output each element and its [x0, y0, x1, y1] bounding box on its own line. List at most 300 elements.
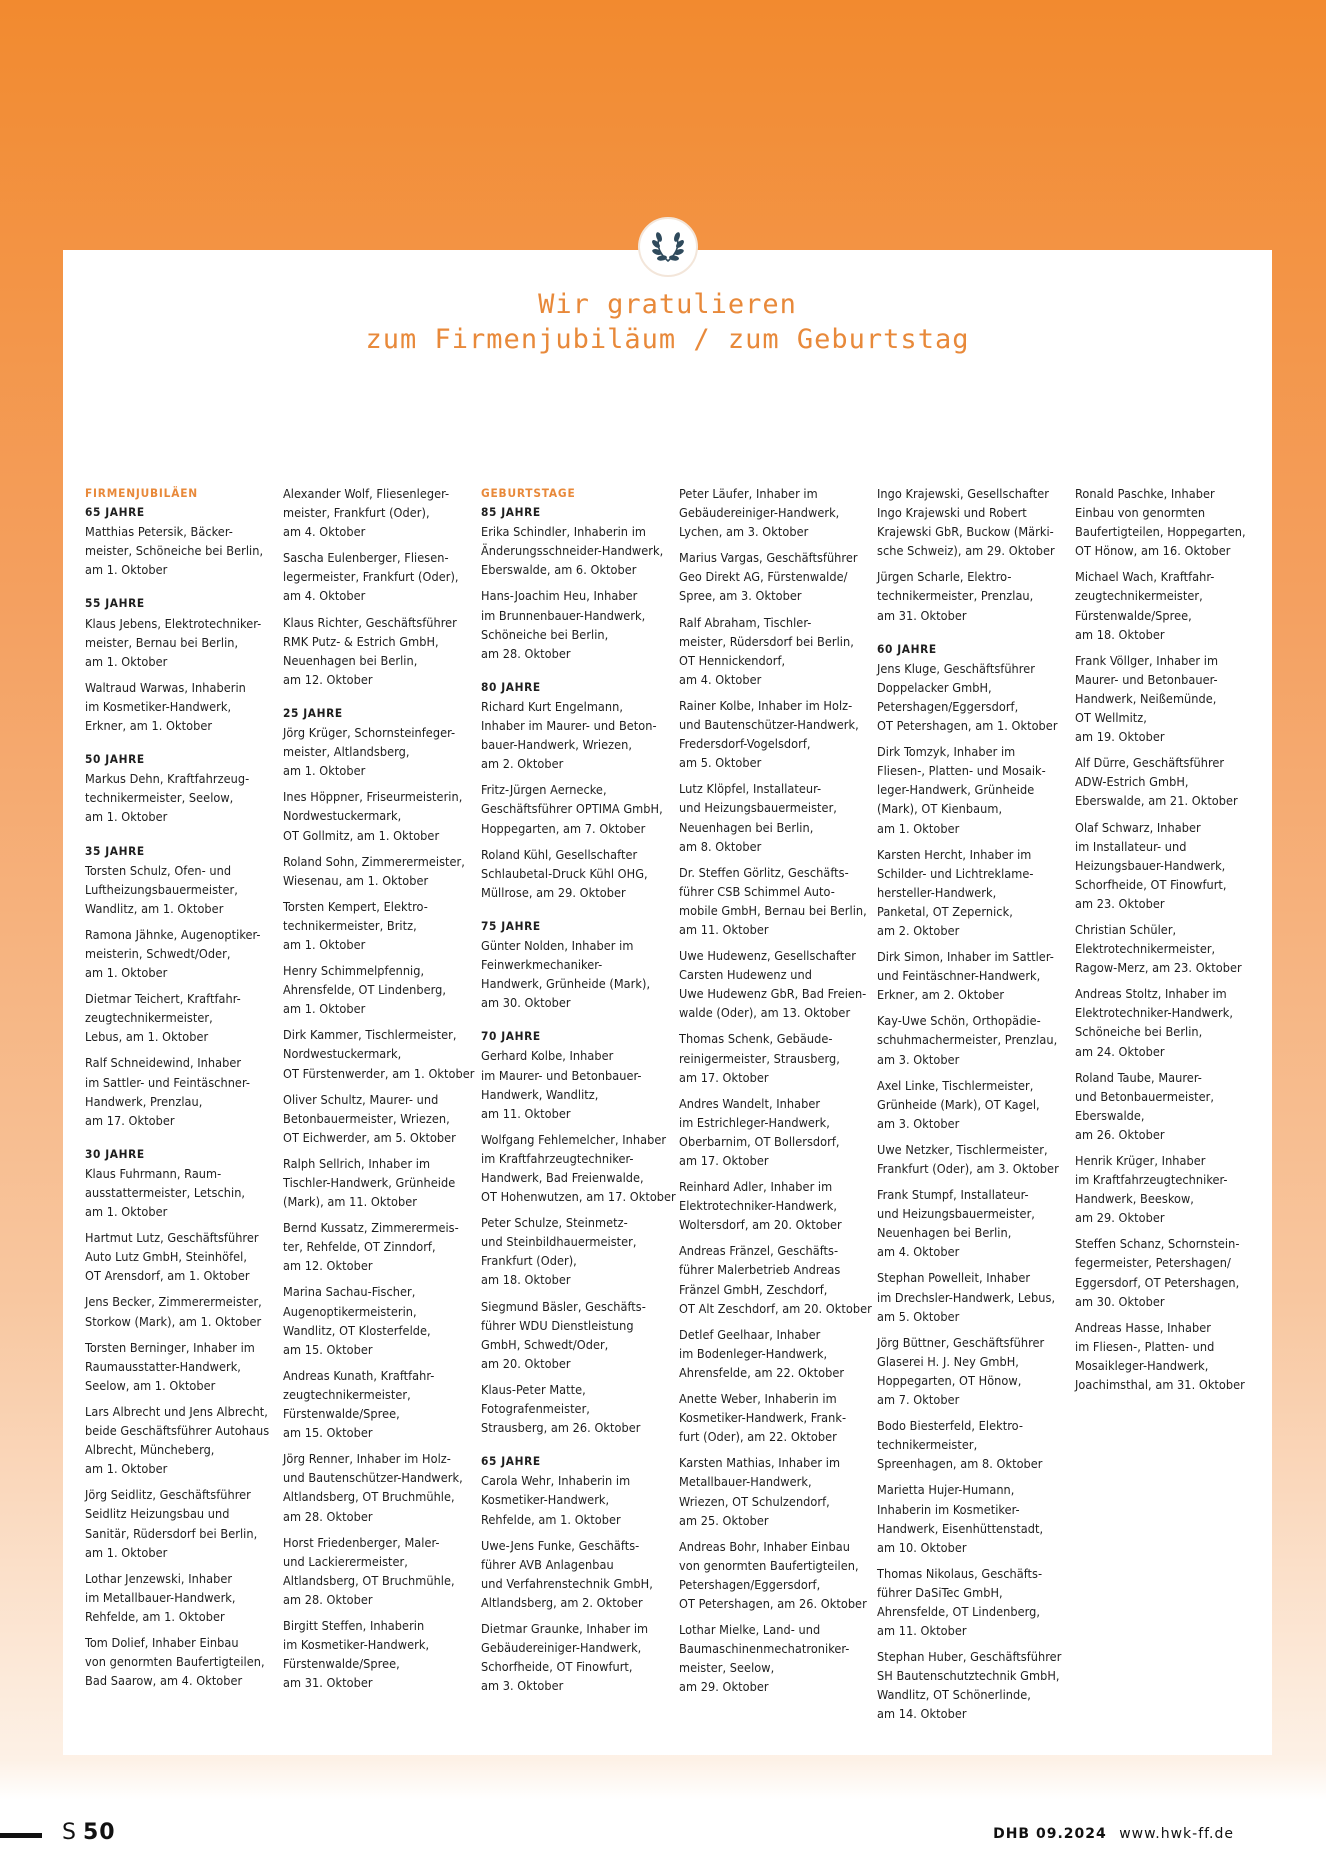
entry-line: am 11. Oktober [877, 1623, 967, 1639]
column-6 [1075, 484, 1273, 1739]
list-item [283, 1154, 481, 1211]
entry-line: am 1. Oktober [283, 763, 366, 779]
entry-line: am 15. Oktober [283, 1341, 373, 1357]
entry-line: Betonbauermeister, Wriezen, [283, 1110, 450, 1126]
age-heading: 85 JAHRE [481, 505, 541, 520]
entry-line: am 4. Oktober [283, 588, 366, 604]
entry-line: Siegmund Bäsler, Geschäfts- [481, 1298, 646, 1314]
list-item [1075, 651, 1273, 746]
entry-line: Uwe Hudewenz, Gesellschafter [679, 948, 856, 964]
entry-line: Frank Völlger, Inhaber im [1075, 652, 1219, 668]
entry-line: Karsten Hercht, Inhaber im [877, 846, 1032, 862]
entry-line: GmbH, Schwedt/Oder, [481, 1336, 609, 1352]
list-item [85, 1228, 283, 1285]
list-item [877, 1140, 1075, 1178]
entry-line: Ahrensfelde, OT Lindenberg, [283, 982, 447, 998]
entry-line: Dr. Steffen Görlitz, Geschäfts- [679, 864, 849, 880]
entry-line: am 3. Oktober [481, 1678, 564, 1694]
entry-line: reinigermeister, Strausberg, [679, 1050, 840, 1066]
entry-line: Lebus, am 1. Oktober [85, 1029, 209, 1045]
list-item [283, 1090, 481, 1147]
entry-line: Ingo Krajewski, Gesellschafter [877, 486, 1049, 501]
entry-line: Müllrose, am 29. Oktober [481, 884, 626, 900]
entry-line: im Sattler- und Feintäschner- [85, 1074, 250, 1090]
entry-line: Glaserei H. J. Ney GmbH, [877, 1353, 1019, 1369]
list-item [85, 1633, 283, 1690]
entry-line: mobile GmbH, Bernau bei Berlin, [679, 902, 867, 918]
list-item [85, 1402, 283, 1478]
website-link[interactable]: www.hwk-ff.de [1119, 1826, 1234, 1842]
entry-line: und Betonbauermeister, [1075, 1088, 1215, 1104]
entry-line: Fliesen-, Platten- und Mosaik- [877, 763, 1046, 779]
headline-line-1: Wir gratulieren [538, 289, 797, 320]
entry-line: Andres Wandelt, Inhaber [679, 1095, 821, 1111]
entry-line: im Bodenleger-Handwerk, [679, 1345, 828, 1361]
list-item [85, 925, 283, 982]
entry-line: am 17. Oktober [85, 1112, 175, 1128]
list-item [481, 1471, 679, 1528]
list-item [877, 1333, 1075, 1409]
list-item [85, 1569, 283, 1626]
entry-line: am 4. Oktober [679, 671, 762, 687]
page-number [62, 1820, 116, 1845]
entry-line: Jörg Büttner, Geschäftsführer [877, 1334, 1045, 1350]
entry-line: Eberswalde, [1075, 1107, 1145, 1123]
age-heading: 65 JAHRE [85, 505, 145, 520]
entry-line: am 15. Oktober [283, 1425, 373, 1441]
entry-line: und Verfahrenstechnik GmbH, [481, 1575, 653, 1591]
entry-line: Matthias Petersik, Bäcker- [85, 524, 233, 540]
entry-line: furt (Oder), am 22. Oktober [679, 1429, 837, 1445]
age-heading: 75 JAHRE [481, 918, 541, 933]
entry-line: am 31. Oktober [283, 1675, 373, 1691]
entry-line: ausstattermeister, Letschin, [85, 1185, 246, 1200]
entry-line: Klaus Richter, Geschäftsführer [283, 614, 457, 630]
page-prefix: S [62, 1820, 76, 1845]
list-item [85, 989, 283, 1046]
entry-line: im Brunnenbauer-Handwerk, [481, 607, 646, 623]
anniversary-group [85, 503, 283, 579]
entry-line: Torsten Berninger, Inhaber im [85, 1339, 255, 1355]
entry-line: am 1. Oktober [85, 1461, 168, 1477]
anniversary-group [481, 678, 679, 902]
entry-line: Erika Schindler, Inhaberin im [481, 524, 646, 540]
list-item [877, 1011, 1075, 1068]
entry-line: von genormten Baufertigteilen, [679, 1557, 859, 1573]
entry-line: meister, Rüdersdorf bei Berlin, [679, 633, 854, 649]
entry-line: am 29. Oktober [1075, 1210, 1165, 1226]
column-4 [679, 484, 877, 1739]
entry-line: Gerhard Kolbe, Inhaber [481, 1048, 614, 1064]
entry-line: Lothar Mielke, Land- und [679, 1622, 821, 1638]
entry-line: am 4. Oktober [877, 1244, 960, 1260]
list-item [1075, 484, 1273, 560]
entry-line: Carsten Hudewenz und [679, 967, 813, 983]
entry-line: Spree, am 3. Oktober [679, 588, 802, 604]
entry-line: Feinwerkmechaniker- [481, 957, 603, 973]
entry-line: Schöneiche bei Berlin, [481, 626, 609, 642]
list-item [481, 522, 679, 579]
entry-line: Alf Dürre, Geschäftsführer [1075, 755, 1225, 771]
list-item [1075, 1234, 1273, 1310]
entry-line: Olaf Schwarz, Inhaber [1075, 819, 1201, 835]
entry-line: meister, Schöneiche bei Berlin, [85, 543, 264, 559]
entry-line: OT Wellmitz, [1075, 710, 1147, 726]
list-item [877, 1076, 1075, 1133]
entry-line: hersteller-Handwerk, [877, 884, 997, 900]
list-item [481, 1130, 679, 1206]
entry-line: Joachimsthal, am 31. Oktober [1075, 1377, 1245, 1393]
entry-line: im Kraftfahrzeugtechniker- [481, 1150, 634, 1166]
entry-line: Horst Friedenberger, Maler- [283, 1534, 440, 1550]
anniversary-group [85, 750, 283, 826]
entry-line: Oberbarnim, OT Bollersdorf, [679, 1133, 840, 1149]
entry-line: am 30. Oktober [481, 995, 571, 1011]
entry-line: Schorfheide, OT Finowfurt, [1075, 876, 1227, 892]
anniversary-group [85, 1145, 283, 1690]
entry-line: führer WDU Dienstleistung [481, 1317, 634, 1333]
age-heading: 65 JAHRE [481, 1454, 541, 1469]
entry-line: Tom Dolief, Inhaber Einbau [85, 1634, 239, 1650]
list-item [481, 1536, 679, 1612]
entry-line: am 30. Oktober [1075, 1293, 1165, 1309]
entry-line: am 2. Oktober [481, 756, 564, 772]
list-item [877, 1564, 1075, 1640]
section-title: FIRMENJUBILÄEN [85, 486, 198, 500]
entry-line: meister, Bernau bei Berlin, [85, 634, 239, 650]
anniversary-group [85, 842, 283, 1130]
entry-line: Dietmar Teichert, Kraftfahr- [85, 991, 241, 1007]
anniversary-group [877, 640, 1075, 1724]
list-item [85, 861, 283, 918]
list-item [85, 522, 283, 579]
list-item [679, 484, 877, 541]
entry-line: Tischler-Handwerk, Grünheide [283, 1175, 456, 1190]
column-5 [877, 484, 1075, 1739]
entry-line: am 25. Oktober [679, 1512, 769, 1528]
list-item [85, 769, 283, 826]
entry-line: Ralph Sellrich, Inhaber im [283, 1155, 431, 1171]
entry-line: Marietta Hujer-Humann, [877, 1482, 1015, 1498]
entry-line: Fotografenmeister, [481, 1401, 590, 1417]
entry-line: OT Petershagen, am 26. Oktober [679, 1595, 867, 1611]
entry-line: am 3. Oktober [877, 1115, 960, 1131]
entry-line: am 18. Oktober [481, 1272, 571, 1288]
entry-line: Hans-Joachim Heu, Inhaber [481, 588, 638, 604]
entry-line: Jens Kluge, Geschäftsführer [877, 660, 1035, 676]
entry-line: leger-Handwerk, Grünheide [877, 782, 1035, 798]
anniversary-group [1075, 484, 1273, 1394]
entry-line: Klaus Jebens, Elektrotechniker- [85, 615, 262, 631]
age-heading: 35 JAHRE [85, 843, 145, 858]
entry-line: Panketal, OT Zepernick, [877, 903, 1013, 919]
entry-line: Elektrotechniker-Handwerk, [1075, 1005, 1233, 1021]
entry-line: Klaus Fuhrmann, Raum- [85, 1165, 222, 1181]
list-item [85, 1164, 283, 1221]
entry-line: Dirk Kammer, Tischlermeister, [283, 1027, 457, 1043]
list-item [85, 1292, 283, 1330]
list-item [85, 1485, 283, 1561]
entry-line: ADW-Estrich GmbH, [1075, 774, 1189, 790]
entry-line: Rainer Kolbe, Inhaber im Holz- [679, 697, 853, 713]
entry-line: Ahrensfelde, am 22. Oktober [679, 1364, 845, 1380]
entry-line: im Estrichleger-Handwerk, [679, 1114, 830, 1130]
entry-line: OT Petershagen, am 1. Oktober [877, 718, 1058, 734]
list-item [481, 1619, 679, 1695]
list-item [481, 697, 679, 773]
entry-line: Jens Becker, Zimmerermeister, [85, 1294, 262, 1310]
entry-line: am 10. Oktober [877, 1539, 967, 1555]
entry-line: Schilder- und Lichtreklame- [877, 865, 1034, 881]
entry-line: Neuenhagen bei Berlin, [283, 652, 418, 668]
entry-line: führer CSB Schimmel Auto- [679, 883, 835, 899]
entry-line: Carola Wehr, Inhaberin im [481, 1473, 631, 1489]
list-item [1075, 818, 1273, 913]
list-item [877, 1416, 1075, 1473]
entry-line: Erkner, am 1. Oktober [85, 718, 213, 734]
entry-line: Lychen, am 3. Oktober [679, 524, 809, 540]
entry-line: Ines Höppner, Friseurmeisterin, [283, 789, 463, 805]
entry-line: Petershagen/Eggersdorf, [679, 1576, 821, 1592]
list-item [1075, 1151, 1273, 1227]
entry-line: am 8. Oktober [679, 838, 762, 854]
entry-line: Dietmar Graunke, Inhaber im [481, 1620, 649, 1636]
entry-line: Fürstenwalde/Spree, [283, 1656, 400, 1672]
entry-line: Thomas Nikolaus, Geschäfts- [877, 1565, 1043, 1581]
entry-line: technikermeister, Britz, [283, 917, 417, 933]
list-item [679, 1029, 877, 1086]
list-item [283, 897, 481, 954]
list-item [877, 845, 1075, 940]
entry-line: Marina Sachau-Fischer, [283, 1284, 416, 1300]
entry-line: Ralf Abraham, Tischler- [679, 614, 812, 630]
entry-line: Frankfurt (Oder), [481, 1253, 577, 1269]
entry-line: am 4. Oktober [283, 524, 366, 540]
entry-line: und Steinbildhauermeister, [481, 1234, 637, 1250]
entry-line: technikermeister, [877, 1437, 978, 1453]
age-heading: 80 JAHRE [481, 679, 541, 694]
entry-line: Jörg Seidlitz, Geschäftsführer [85, 1487, 251, 1503]
entry-line: Wiesenau, am 1. Oktober [283, 872, 429, 888]
entry-line: Woltersdorf, am 20. Oktober [679, 1217, 842, 1233]
entry-line: am 12. Oktober [283, 1258, 373, 1274]
entry-line: und Feintäschner-Handwerk, [877, 968, 1041, 984]
list-item [283, 1218, 481, 1275]
entry-line: am 28. Oktober [481, 645, 571, 661]
entry-line: am 2. Oktober [877, 922, 960, 938]
entry-line: Richard Kurt Engelmann, [481, 698, 624, 714]
entry-line: am 1. Oktober [85, 965, 168, 981]
entry-line: am 1. Oktober [85, 1544, 168, 1560]
entry-line: am 1. Oktober [283, 1001, 366, 1017]
entry-line: Uwe Hudewenz GbR, Bad Freien- [679, 986, 867, 1002]
entry-line: (Mark), OT Kienbaum, [877, 801, 1003, 817]
entry-line: Henry Schimmelpfennig, [283, 963, 425, 979]
list-item [679, 1177, 877, 1234]
entry-line: Elektrotechnikermeister, [1075, 941, 1216, 957]
column-2 [283, 484, 481, 1739]
entry-line: im Drechsler-Handwerk, Lebus, [877, 1289, 1056, 1305]
entry-line: SH Bautenschutztechnik GmbH, [877, 1668, 1060, 1684]
entry-line: Reinhard Adler, Inhaber im [679, 1179, 833, 1195]
anniversary-group [283, 484, 481, 689]
entry-line: Eberswalde, am 6. Oktober [481, 562, 637, 578]
entry-line: Handwerk, Eisenhüttenstadt, [877, 1520, 1044, 1536]
entry-line: technikermeister, Prenzlau, [877, 588, 1034, 604]
entry-line: Handwerk, Grünheide (Mark), [481, 976, 651, 992]
entry-line: am 12. Oktober [283, 671, 373, 687]
entry-line: am 19. Oktober [1075, 729, 1165, 745]
entry-line: Elektrotechniker-Handwerk, [679, 1198, 837, 1214]
entry-line: am 18. Oktober [1075, 626, 1165, 642]
entry-line: (Mark), am 11. Oktober [283, 1194, 417, 1210]
entry-line: im Fliesen-, Platten- und [1075, 1338, 1215, 1354]
entry-line: Stephan Huber, Geschäftsführer [877, 1649, 1062, 1665]
list-item [877, 659, 1075, 735]
entry-line: technikermeister, Seelow, [85, 790, 234, 806]
list-item [283, 787, 481, 844]
entry-line: Torsten Schulz, Ofen- und [85, 862, 232, 878]
entry-line: am 5. Oktober [679, 755, 762, 771]
entry-line: OT Arensdorf, am 1. Oktober [85, 1268, 250, 1284]
entry-line: Baufertigteilen, Hoppegarten, [1075, 524, 1246, 540]
entry-line: Schöneiche bei Berlin, [1075, 1024, 1203, 1040]
entry-line: am 24. Oktober [1075, 1043, 1165, 1059]
anniversary-group [877, 484, 1075, 625]
anniversary-group [481, 1452, 679, 1695]
entry-line: Ragow-Merz, am 23. Oktober [1075, 960, 1242, 976]
anniversary-group [85, 594, 283, 735]
list-item [481, 1297, 679, 1373]
anniversary-group [679, 484, 877, 1696]
entry-line: Lothar Jenzewski, Inhaber [85, 1570, 233, 1586]
entry-line: Waltraud Warwas, Inhaberin [85, 679, 246, 695]
entry-line: Albrecht, Müncheberg, [85, 1442, 215, 1458]
entry-line: führer AVB Anlagenbau [481, 1556, 614, 1572]
entry-line: Auto Lutz GmbH, Steinhöfel, [85, 1249, 247, 1265]
list-item [283, 548, 481, 605]
entry-line: Handwerk, Beeskow, [1075, 1191, 1194, 1207]
entry-line: Fredersdorf-Vogelsdorf, [679, 736, 811, 752]
entry-line: Nordwestuckermark, [283, 1046, 402, 1062]
entry-line: meister, Seelow, [679, 1660, 775, 1676]
entry-line: Neuenhagen bei Berlin, [679, 819, 814, 835]
entry-line: OT Alt Zeschdorf, am 20. Oktober [679, 1300, 872, 1316]
entry-line: im Installateur- und [1075, 838, 1187, 854]
entry-line: Klaus-Peter Matte, [481, 1381, 586, 1397]
entry-line: Jürgen Scharle, Elektro- [877, 569, 1012, 585]
entry-line: Torsten Kempert, Elektro- [283, 898, 428, 914]
entry-line: OT Hohenwutzen, am 17. Oktober [481, 1189, 676, 1205]
list-item [877, 1185, 1075, 1261]
entry-line: Andreas Stoltz, Inhaber im [1075, 986, 1227, 1002]
entry-line: Handwerk, Neißemünde, [1075, 690, 1217, 706]
entry-line: beide Geschäftsführer Autohaus [85, 1423, 270, 1439]
list-item [283, 1616, 481, 1692]
entry-line: Wolfgang Fehlemelcher, Inhaber [481, 1131, 667, 1147]
entry-line: am 28. Oktober [283, 1591, 373, 1607]
entry-line: Doppelacker GmbH, [877, 679, 992, 695]
entry-line: Inhaber im Maurer- und Beton- [481, 718, 657, 734]
entry-line: Nordwestuckermark, [283, 808, 402, 824]
laurel-wreath-icon [648, 227, 688, 267]
entry-line: am 11. Oktober [679, 921, 769, 937]
entry-line: Uwe Netzker, Tischlermeister, [877, 1141, 1048, 1157]
list-item [481, 845, 679, 902]
entry-line: am 5. Oktober [877, 1308, 960, 1324]
entry-line: Ahrensfelde, OT Lindenberg, [877, 1603, 1041, 1619]
list-item [1075, 1318, 1273, 1394]
entry-line: Sanitär, Rüdersdorf bei Berlin, [85, 1525, 258, 1541]
entry-line: und Heizungsbauermeister, [877, 1206, 1035, 1222]
entry-line: OT Eichwerder, am 5. Oktober [283, 1129, 456, 1145]
list-item [283, 1366, 481, 1442]
entry-line: Wandlitz, OT Klosterfelde, [283, 1322, 431, 1338]
entry-line: Handwerk, Bad Freienwalde, [481, 1170, 644, 1185]
entry-line: Christian Schüler, [1075, 921, 1177, 937]
list-item [1075, 984, 1273, 1060]
entry-line: ter, Rehfelde, OT Zinndorf, [283, 1239, 436, 1255]
entry-line: Fürstenwalde/Spree, [283, 1406, 400, 1422]
entry-line: schuhmachermeister, Prenzlau, [877, 1032, 1058, 1048]
entry-line: Uwe-Jens Funke, Geschäfts- [481, 1537, 640, 1553]
list-item [85, 678, 283, 735]
list-item [679, 1241, 877, 1317]
entry-line: Metallbauer-Handwerk, [679, 1474, 812, 1490]
entry-line: Maurer- und Betonbauer- [1075, 671, 1218, 687]
entry-line: Hartmut Lutz, Geschäftsführer [85, 1230, 259, 1246]
entry-line: zeugtechnikermeister, [1075, 588, 1203, 604]
entry-line: Thomas Schenk, Gebäude- [679, 1031, 833, 1047]
section-title: GEBURTSTAGE [481, 486, 576, 500]
entry-line: Frank Stumpf, Installateur- [877, 1187, 1029, 1203]
list-item [679, 863, 877, 939]
list-item [877, 742, 1075, 837]
list-item [85, 1053, 283, 1129]
entry-line: legermeister, Frankfurt (Oder), [283, 569, 459, 585]
entry-line: Augenoptikermeisterin, [283, 1303, 417, 1319]
list-item [679, 1094, 877, 1170]
list-item [481, 1380, 679, 1437]
entry-line: am 17. Oktober [679, 1153, 769, 1168]
entry-line: sche Schweiz), am 29. Oktober [877, 543, 1055, 559]
list-item [679, 779, 877, 855]
entry-line: Wandlitz, am 1. Oktober [85, 900, 224, 916]
entry-line: Dirk Simon, Inhaber im Sattler- [877, 949, 1054, 965]
entry-line: am 26. Oktober [1075, 1126, 1165, 1142]
entry-line: am 1. Oktober [877, 820, 960, 836]
entry-line: Peter Schulze, Steinmetz- [481, 1215, 628, 1231]
entry-line: Ingo Krajewski und Robert [877, 505, 1027, 521]
entry-line: Gebäudereiniger-Handwerk, [679, 505, 840, 521]
entry-line: Erkner, am 2. Oktober [877, 987, 1005, 1003]
entry-line: Seelow, am 1. Oktober [85, 1377, 216, 1393]
age-heading: 25 JAHRE [283, 705, 343, 720]
list-item [481, 586, 679, 662]
entry-line: Günter Nolden, Inhaber im [481, 937, 634, 953]
list-item [877, 567, 1075, 624]
entry-line: im Kraftfahrzeugtechniker- [1075, 1172, 1228, 1188]
list-item [1075, 753, 1273, 810]
list-item [283, 1533, 481, 1609]
entry-line: Hoppegarten, OT Hönow, [877, 1372, 1022, 1388]
entry-line: OT Hönow, am 16. Oktober [1075, 543, 1231, 559]
emblem-badge [638, 217, 698, 277]
entry-line: am 1. Oktober [283, 936, 366, 952]
entry-line: Jörg Renner, Inhaber im Holz- [283, 1451, 451, 1467]
magazine-issue: DHB 09.2024 [993, 1826, 1107, 1842]
entry-line: am 17. Oktober [679, 1069, 769, 1085]
